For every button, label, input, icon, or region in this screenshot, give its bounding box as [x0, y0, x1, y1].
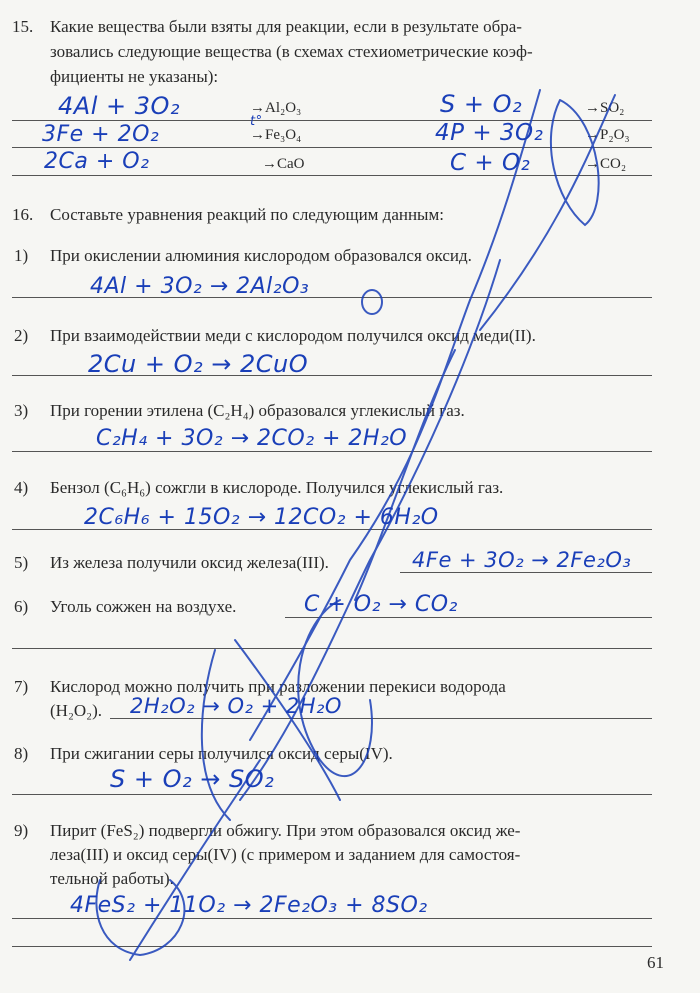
task16-title: Составьте уравнения реакций по следующим данным:: [50, 205, 444, 224]
hw-answer-8: S + O₂ → SO₂: [110, 765, 275, 793]
hw-reactants-ca: 2Ca + O₂: [44, 149, 150, 174]
item-text: Бензол (C₆H₆) сожгли в кислороде. Получился углекислый газ.: [50, 478, 504, 497]
item-number: 9): [14, 821, 29, 840]
task16-number: 16.: [12, 205, 34, 224]
hw-reactants-al: 4Al + 3O₂: [58, 92, 181, 120]
ink-stroke: [130, 760, 260, 960]
page-number: 61: [647, 953, 664, 972]
item-number: 1): [14, 246, 29, 265]
hw-reactants-fe: 3Fe + 2O₂: [42, 122, 160, 147]
hw-reactants-c: C + O₂: [450, 150, 531, 176]
hw-answer-5: 4Fe + 3O₂ → 2Fe₂O₃: [412, 548, 632, 572]
hw-answer-9: 4FeS₂ + 11O₂ → 2Fe₂O₃ + 8SO₂: [70, 893, 428, 918]
product-p2o3: →P₂O₃: [585, 127, 630, 143]
ink-stroke: [235, 640, 340, 800]
product-so2: →SO₂: [585, 100, 625, 116]
product-al2o3: →Al₂O₃: [250, 100, 302, 116]
item-text: Уголь сожжен на воздухе.: [50, 597, 237, 616]
item-number: 5): [14, 553, 29, 572]
item-text: При окислении алюминия кислородом образовался оксид.: [50, 246, 472, 265]
item-text-line1: Пирит (FeS₂) подвергли обжигу. При этом образовался оксид же-: [50, 821, 521, 840]
ink-stroke: [355, 350, 455, 600]
hw-answer-6: C + O₂ → CO₂: [304, 592, 458, 617]
ink-stroke: [250, 300, 470, 740]
ink-stroke: [202, 650, 230, 820]
product-fe3o4: →Fe₃O₄: [250, 127, 302, 143]
hw-answer-2: 2Cu + O₂ → 2CuO: [88, 350, 309, 378]
hw-answer-4: 2C₆H₆ + 15O₂ → 12CO₂ + 6H₂O: [84, 505, 439, 530]
item-number: 7): [14, 677, 29, 696]
hw-answer-7: 2H₂O₂ → O₂ + 2H₂O: [130, 694, 342, 718]
hw-reactants-s: S + O₂: [440, 90, 523, 118]
hw-reactants-p: 4P + 3O₂: [435, 120, 544, 146]
item-text: При сжигании серы получился оксид серы(IV).: [50, 744, 393, 763]
item-number: 6): [14, 597, 29, 616]
product-cao: →CaO: [262, 156, 305, 172]
task15-number: 15.: [12, 17, 34, 36]
task15-line1: Какие вещества были взяты для реакции, если в результате обра-: [50, 17, 522, 36]
item-text-line3: тельной работы).: [50, 869, 174, 888]
task15-line2: зовались следующие вещества (в схемах стехиометрические коэф-: [50, 42, 533, 61]
item-number: 8): [14, 744, 29, 763]
hw-answer-3: C₂H₄ + 3O₂ → 2CO₂ + 2H₂O: [96, 426, 408, 451]
product-co2: →CO₂: [585, 156, 627, 172]
item-text: При взаимодействии меди с кислородом получился оксид меди(II).: [50, 326, 536, 345]
item-number: 4): [14, 478, 29, 497]
item-number: 3): [14, 401, 29, 420]
item-text-line2: леза(III) и оксид серы(IV) (с примером и заданием для самостоя-: [50, 845, 521, 864]
item-number: 2): [14, 326, 29, 345]
hw-answer-1: 4Al + 3O₂ → 2Al₂O₃: [90, 274, 310, 299]
item-text-line1: Кислород можно получить при разложении перекиси водорода: [50, 677, 506, 696]
hw-t-note: t°: [250, 114, 263, 129]
ink-circle: [362, 290, 382, 314]
task15-line3: фициенты не указаны):: [50, 67, 219, 86]
ink-stroke: [470, 90, 540, 300]
item-text: При горении этилена (C₂H₄) образовался углекислый газ.: [50, 401, 465, 420]
item-text-line2: (H₂O₂).: [50, 701, 102, 720]
item-text: Из железа получили оксид железа(III).: [50, 553, 329, 572]
ink-loop-top: [551, 100, 599, 225]
